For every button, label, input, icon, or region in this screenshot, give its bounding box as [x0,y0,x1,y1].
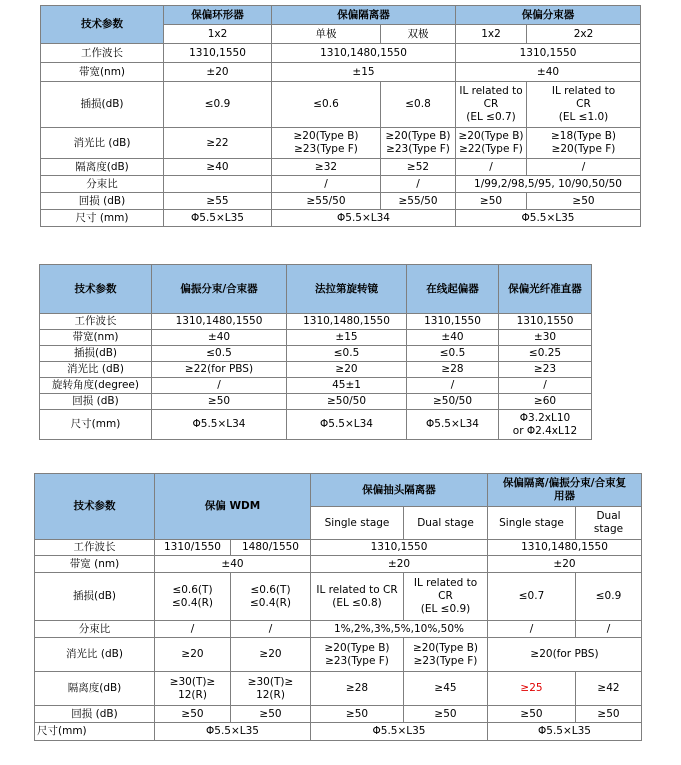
header-param: 技术参数 [41,6,164,44]
header-faraday-mirror: 法拉第旋转镜 [287,265,407,314]
row-label-extinction: 消光比 (dB) [40,362,152,378]
row-label-wavelength: 工作波长 [35,540,155,556]
cell-line: CR [483,98,499,110]
row-label-rotation-angle: 旋转角度(degree) [40,378,152,394]
header-pm-hybrid [488,474,642,507]
row-label-split-ratio: 分束比 [41,176,164,193]
cell-value [404,573,488,621]
cell-line: 12(R) [178,688,207,701]
cell-value: ≥20 [155,638,231,672]
spec-table-wdm-tap-hybrid [34,473,642,741]
cell-value [456,82,527,128]
cell-value-highlight: ≥25 [488,672,576,706]
cell-value: Φ5.5×L35 [456,210,641,227]
cell-value [456,128,527,159]
cell-line: IL related to CR [316,583,398,596]
row-label-wavelength: 工作波长 [41,44,164,63]
cell-value: / [407,378,499,394]
cell-value: / [456,159,527,176]
cell-value [499,410,592,440]
cell-line: ≥23(Type F) [325,654,389,667]
header-param: 技术参数 [40,265,152,314]
cell-value: ≥50 [456,193,527,210]
row-label-size: 尺寸(mm) [40,410,152,440]
cell-value: 1310,1480,1550 [272,44,456,63]
header-pm-collimator: 保偏光纤准直器 [499,265,592,314]
cell-value: ≥50 [152,394,287,410]
cell-value: ≤0.9 [164,82,272,128]
cell-value: 1310,1550 [164,44,272,63]
cell-value: ±40 [152,330,287,346]
cell-line: Φ3.2xL10 [519,411,571,424]
cell-line: ≥20(Type B) [458,130,524,142]
cell-value: ≤0.9 [576,573,642,621]
cell-value: / [155,621,231,638]
header-pm-wdm: 保偏 WDM [155,474,311,540]
cell-value: ≥20(for PBS) [488,638,642,672]
cell-value: / [488,621,576,638]
cell-line: (EL ≤0.8) [332,596,382,609]
cell-value: ≥60 [499,394,592,410]
cell-value: ≥28 [407,362,499,378]
cell-line: ≥18(Type B) [550,130,616,142]
cell-value [404,638,488,672]
cell-value: ≤0.25 [499,346,592,362]
cell-line: Dual [596,510,621,522]
row-label-extinction: 消光比 (dB) [41,128,164,159]
cell-value: ≥20 [287,362,407,378]
row-label-return-loss: 回损 (dB) [41,193,164,210]
cell-line: (EL ≤0.7) [466,111,516,123]
cell-line: CR [576,98,591,110]
cell-line: or Φ2.4xL12 [512,424,578,437]
cell-value: ±40 [155,556,311,573]
cell-value: ≥55/50 [381,193,456,210]
cell-value: ≥20 [231,638,311,672]
header-pm-isolator: 保偏隔离器 [272,6,456,25]
cell-value: ±30 [499,330,592,346]
cell-value: / [231,621,311,638]
cell-value: 1310,1550 [311,540,488,556]
row-label-bandwidth: 带宽(nm) [41,63,164,82]
row-label-bandwidth: 带宽 (nm) [35,556,155,573]
row-label-bandwidth: 带宽(nm) [40,330,152,346]
cell-line: IL related to [413,577,478,589]
cell-value: 1480/1550 [231,540,311,556]
cell-line: ≥20(Type F) [551,143,616,155]
cell-value: ≤0.7 [488,573,576,621]
cell-value: ≥50/50 [407,394,499,410]
cell-value: ≥22(for PBS) [152,362,287,378]
cell-line: stage [593,523,624,535]
cell-value: ±15 [287,330,407,346]
cell-line: ≤0.4(R) [250,596,291,609]
header-inline-polarizer: 在线起偏器 [407,265,499,314]
row-label-isolation: 隔离度(dB) [35,672,155,706]
cell-value: ≥50 [404,706,488,723]
cell-value [527,128,641,159]
cell-line: (EL ≤1.0) [558,111,609,123]
row-label-split-ratio: 分束比 [35,621,155,638]
cell-value: ≥50 [527,193,641,210]
cell-value: ≤0.8 [381,82,456,128]
cell-line: ≥30(T)≥ [247,675,294,688]
cell-value: ≥55 [164,193,272,210]
cell-value: ≥50/50 [287,394,407,410]
header-pbs-combiner: 偏振分束/合束器 [152,265,287,314]
cell-value: 1%,2%,3%,5%,10%,50% [311,621,488,638]
cell-value: ±40 [456,63,641,82]
cell-value: Φ5.5×L34 [272,210,456,227]
header-line: 保偏隔离/偏振分束/合束复 [502,477,627,489]
cell-value: ≥28 [311,672,404,706]
cell-line: ≥23(Type F) [413,654,478,667]
row-label-insertion-loss: 插损(dB) [35,573,155,621]
cell-line: ≥20(Type B) [324,641,390,654]
row-label-insertion-loss: 插损(dB) [41,82,164,128]
cell-value: ≥40 [164,159,272,176]
row-label-extinction: 消光比 (dB) [35,638,155,672]
sub-ring-1x2: 1x2 [164,25,272,44]
sub-isolator-single: 单极 [272,25,381,44]
cell-value: 1/99,2/98,5/95, 10/90,50/50 [456,176,641,193]
cell-value: Φ5.5×L35 [164,210,272,227]
row-label-size: 尺寸 (mm) [41,210,164,227]
cell-value [381,128,456,159]
cell-value [164,176,272,193]
cell-value: ≥52 [381,159,456,176]
cell-value: ≥55/50 [272,193,381,210]
sub-hybrid-single-stage: Single stage [488,507,576,540]
cell-value: ±15 [272,63,456,82]
cell-value: Φ5.5×L35 [155,723,311,741]
cell-value: ≥50 [488,706,576,723]
cell-value: 1310,1480,1550 [488,540,642,556]
cell-value: ≥50 [311,706,404,723]
cell-value: Φ5.5×L34 [152,410,287,440]
cell-value: ≥50 [576,706,642,723]
cell-value: ≥50 [155,706,231,723]
row-label-isolation: 隔离度(dB) [41,159,164,176]
cell-value: / [499,378,592,394]
cell-value [155,573,231,621]
cell-line: (EL ≤0.9) [420,603,471,615]
cell-value: ≥22 [164,128,272,159]
cell-line: ≥23(Type F) [294,143,358,155]
cell-value: ±20 [488,556,642,573]
cell-line: ≥20(Type B) [293,130,359,142]
cell-value: ±40 [407,330,499,346]
row-label-return-loss: 回损 (dB) [40,394,152,410]
cell-line: ≥30(T)≥ [169,675,216,688]
header-param: 技术参数 [35,474,155,540]
row-label-size: 尺寸(mm) [35,723,155,741]
cell-value [311,573,404,621]
cell-value: 1310/1550 [155,540,231,556]
cell-value: / [527,159,641,176]
cell-value: / [152,378,287,394]
cell-value: / [381,176,456,193]
cell-value: Φ5.5×L35 [311,723,488,741]
cell-value [272,128,381,159]
header-line: 用器 [554,490,575,502]
cell-line: CR [438,590,453,602]
cell-line: ≥20(Type B) [385,130,451,142]
row-label-wavelength: 工作波长 [40,314,152,330]
cell-value: ≥32 [272,159,381,176]
cell-value: 45±1 [287,378,407,394]
row-label-return-loss: 回损 (dB) [35,706,155,723]
cell-line: ≤0.6(T) [250,583,291,596]
header-pm-tap-isolator: 保偏抽头隔离器 [311,474,488,507]
cell-value: / [576,621,642,638]
cell-value: 1310,1550 [456,44,641,63]
cell-line: ≥23(Type F) [386,143,450,155]
cell-value: ≤0.6 [272,82,381,128]
cell-value: Φ5.5×L35 [488,723,642,741]
cell-value: ≥50 [231,706,311,723]
cell-value: Φ5.5×L34 [287,410,407,440]
cell-value: ±20 [311,556,488,573]
cell-value: / [272,176,381,193]
cell-value: ≥45 [404,672,488,706]
sub-splitter-2x2: 2x2 [527,25,641,44]
cell-value [155,672,231,706]
cell-value: 1310,1550 [499,314,592,330]
cell-line: ≤0.6(T) [172,583,213,596]
cell-line: IL related to [551,85,616,97]
row-label-insertion-loss: 插损(dB) [40,346,152,362]
cell-value: ≤0.5 [152,346,287,362]
sub-tap-single-stage: Single stage [311,507,404,540]
cell-line: IL related to [459,85,523,97]
sub-hybrid-dual-stage [576,507,642,540]
cell-line: ≥20(Type B) [412,641,478,654]
cell-value: ≥42 [576,672,642,706]
spec-table-pbs-faraday-polarizer-collimator [39,264,592,440]
sub-tap-dual-stage: Dual stage [404,507,488,540]
cell-line: ≤0.4(R) [172,596,213,609]
cell-line: 12(R) [256,688,285,701]
cell-value [231,573,311,621]
cell-value: 1310,1550 [407,314,499,330]
cell-value [311,638,404,672]
cell-value: ≤0.5 [287,346,407,362]
cell-value: ±20 [164,63,272,82]
cell-value: ≥23 [499,362,592,378]
cell-value [527,82,641,128]
sub-splitter-1x2: 1x2 [456,25,527,44]
spec-table-ring-isolator-splitter [40,5,641,227]
cell-value: ≤0.5 [407,346,499,362]
cell-line: ≥22(Type F) [459,143,523,155]
header-ring-circulator: 保偏环形器 [164,6,272,25]
cell-value: 1310,1480,1550 [152,314,287,330]
sub-isolator-dual: 双极 [381,25,456,44]
cell-value [231,672,311,706]
header-pm-splitter: 保偏分束器 [456,6,641,25]
cell-value: Φ5.5×L34 [407,410,499,440]
cell-value: 1310,1480,1550 [287,314,407,330]
